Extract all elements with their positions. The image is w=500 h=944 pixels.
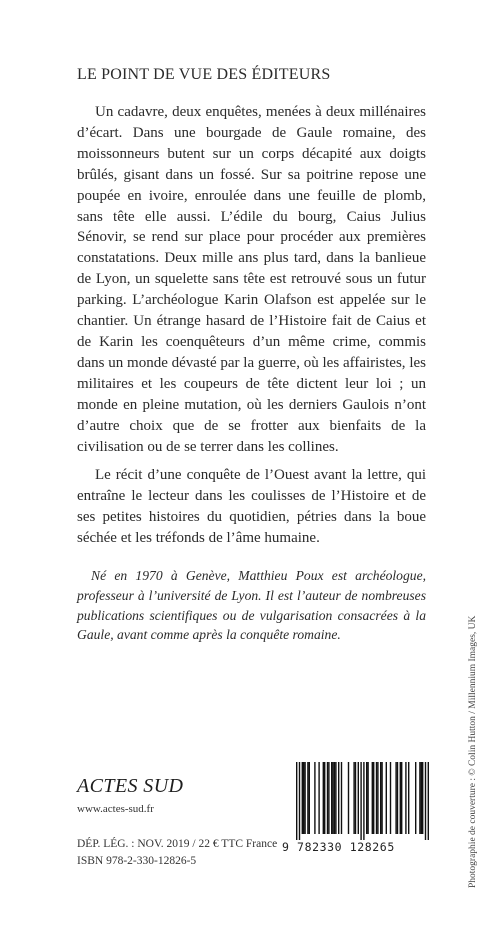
barcode-bar (425, 762, 426, 840)
barcode-bar (386, 762, 387, 834)
barcode-bar (380, 762, 381, 834)
barcode-bar (397, 762, 398, 834)
barcode-bar (360, 762, 361, 840)
barcode-bar (422, 762, 423, 834)
barcode-bar (327, 762, 328, 834)
barcode-bar (366, 762, 367, 834)
summary-paragraph-2: Le récit d’une conquête de l’Ouest avant la lettre, qui entraîne le lecteur dans les coulisses de l’Histoire et de ses petites histoires du quotidien, pétries dans la boue séchée et les tréfonds de l’âme humaine. (77, 467, 426, 547)
barcode-bar (353, 762, 354, 834)
summary-paragraph-1: Un cadavre, deux enquêtes, menées à deux millénaires d’écart. Dans une bourgade de Gaule romaine, des moissonneurs butent sur un corps décapité aux doigts brûlés, gisant dans un fossé. Sur sa poitrine repose une poupée en ivoire, enroulée dans une feuille de plomb, sans tête elle aussi. L’édile du bourg, Caius Julius Sénovir, se rend sur place pour procéder aux premières constatations. Deux mille ans plus tard, dans la banlieue de Lyon, un squelette sans tête est retrouvé sous un futur parking. L’archéologue Karin Olafson est appelée sur le chantier. Un étrange hasard de l’Histoire fait de Caius et de Karin les coenquêteurs d’un même crime, commis dans un monde dévasté par la guerre, où les affairistes, les militaires et les coupeurs de tête dictent leur loi ; un monde en pleine mutation, où les derniers Gaulois n’ont d’autre choix que de se frotter aux bienfaits de la civilisation ou de se terrer dans les collines. (77, 104, 426, 455)
isbn: ISBN 978-2-330-12826-5 (77, 854, 197, 867)
barcode-bar (373, 762, 374, 834)
barcode-bar (355, 762, 356, 834)
barcode-bar (318, 762, 319, 834)
barcode-bar (302, 762, 303, 834)
barcode-bar (314, 762, 315, 834)
barcode-bar (304, 762, 305, 834)
barcode-bar (299, 762, 300, 840)
barcode-bar (358, 762, 359, 834)
legal-deposit: DÉP. LÉG. : NOV. 2019 / 22 € TTC France (77, 838, 278, 850)
publisher-url: www.actes-sud.fr (77, 803, 154, 815)
barcode-bar (400, 762, 401, 834)
barcode-bar (335, 762, 336, 834)
barcode-bar (341, 762, 342, 834)
barcode-bar (307, 762, 308, 834)
barcode-bar (348, 762, 349, 834)
barcode-bar (324, 762, 325, 834)
barcode-bar (372, 762, 373, 834)
barcode-bar (323, 762, 324, 834)
barcode-bar (309, 762, 310, 834)
barcode-bar (303, 762, 304, 834)
legal-info (77, 836, 277, 869)
barcode-bar (428, 762, 429, 840)
barcode-bars (282, 758, 440, 840)
barcode-bar (408, 762, 409, 834)
barcode-bar (419, 762, 420, 834)
photo-credit: Photographie de couverture : © Colin Hutton / Millennium Images, UK (468, 615, 478, 888)
barcode-bar (377, 762, 378, 834)
isbn-barcode (282, 758, 440, 862)
summary-text (77, 102, 426, 549)
barcode-bar (332, 762, 333, 834)
author-bio: Né en 1970 à Genève, Matthieu Poux est archéologue, professeur à l’université de Lyon. Il est l’auteur de nombreuses publications scientifiques ou de vulgarisation consacrées à la Gaule, avant comme après la conquête romaine. (77, 568, 426, 643)
barcode-bar (296, 762, 297, 840)
barcode-bar (363, 762, 364, 840)
barcode-bar (421, 762, 422, 834)
barcode-bar (338, 762, 339, 834)
barcode-bar (405, 762, 406, 834)
publisher-logo: ACTES SUD (77, 775, 184, 797)
barcode-bar (376, 762, 377, 834)
barcode-bar (401, 762, 402, 834)
barcode-digits: 9 782330 128265 (282, 840, 395, 854)
section-heading: LE POINT DE VUE DES ÉDITEURS (77, 66, 331, 83)
barcode-bar (331, 762, 332, 834)
barcode-bar (390, 762, 391, 834)
barcode-bar (381, 762, 382, 834)
barcode-bar (395, 762, 396, 834)
barcode-bar (415, 762, 416, 834)
barcode-bar (334, 762, 335, 834)
barcode-bar (367, 762, 368, 834)
barcode-bar (328, 762, 329, 834)
